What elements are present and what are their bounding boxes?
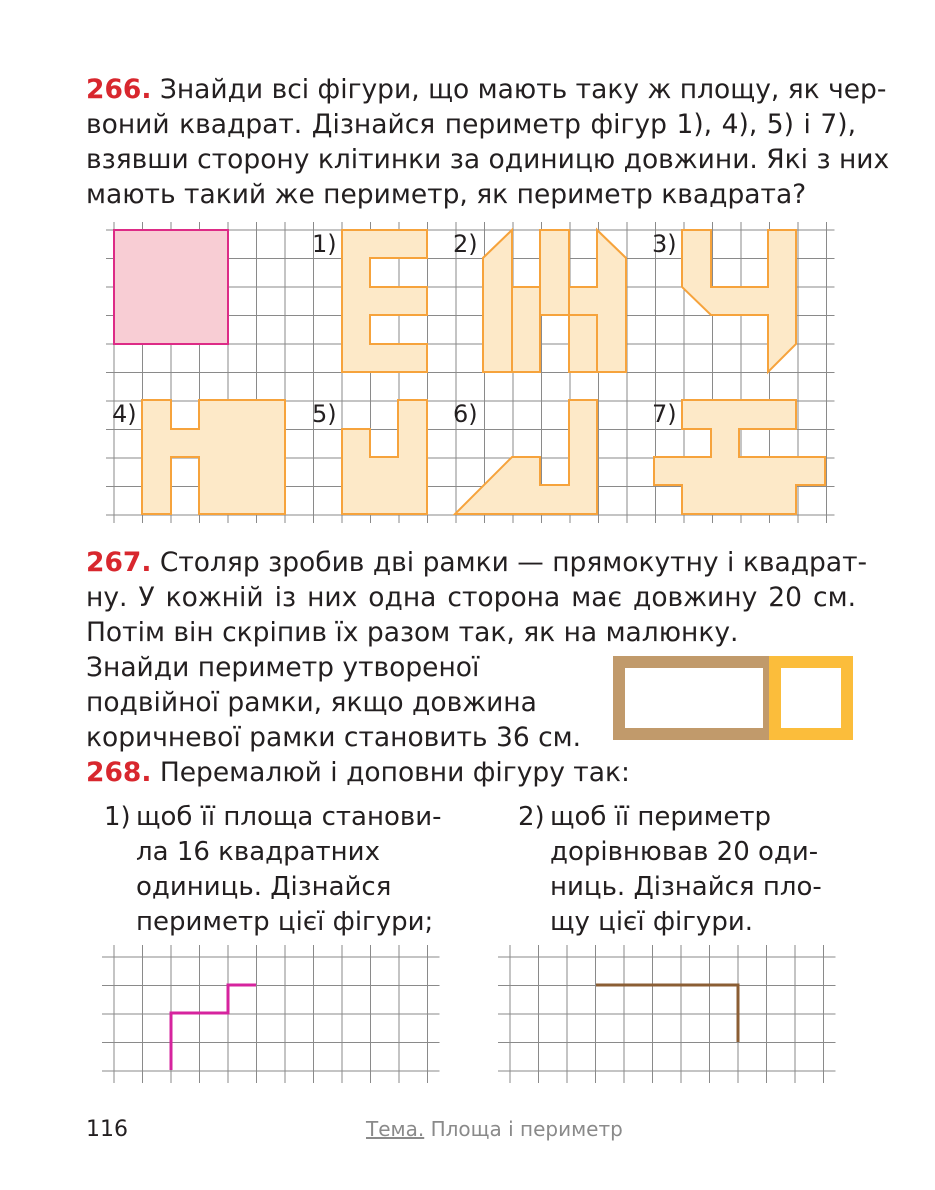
figure-7-shape xyxy=(654,400,825,514)
figure-label-1: 1) xyxy=(312,230,337,258)
exercise-267-line-6: коричневої рамки становить 36 см. xyxy=(86,722,582,753)
exercise-266-line-1: 266. Знайди всі фігури, що мають таку ж площу, як чер- xyxy=(86,74,887,105)
task-2-text: щоб її периметр дорівнював 20 оди- ниць. Дізнайся пло- щу цієї фігури. xyxy=(550,802,822,937)
exercise-268-heading xyxy=(86,755,630,790)
exercise-266-line-3: взявши сторону клітинки за одиницю довжини. Які з них xyxy=(86,144,890,175)
topic-text: Площа і периметр xyxy=(430,1117,623,1141)
topic-label: Тема. xyxy=(366,1117,425,1141)
page-number: 116 xyxy=(86,1117,128,1142)
topic-footer xyxy=(366,1117,623,1141)
exercise-number-266: 266. xyxy=(86,74,152,105)
exercise-268-grid-2 xyxy=(498,945,836,1083)
exercise-267-line-5: подвійної рамки, якщо довжина xyxy=(86,687,537,718)
figure-2-outline xyxy=(483,230,626,372)
task-2-marker: 2) xyxy=(518,802,545,832)
task-1-text: щоб її площа станови- ла 16 квадратних одиниць. Дізнайся периметр цієї фігури; xyxy=(136,802,442,937)
exercise-268-grid-1 xyxy=(102,945,440,1083)
figure-label-4: 4) xyxy=(112,400,137,428)
exercise-267-line-3: Потім він скріпив їх разом так, як на малюнку. xyxy=(86,617,739,648)
figure-label-7: 7) xyxy=(652,400,677,428)
figure-label-6: 6) xyxy=(453,400,478,428)
figure-label-3: 3) xyxy=(652,230,677,258)
exercise-266-line-4: мають такий же периметр, як периметр квадрата? xyxy=(86,179,807,210)
figure-label-5: 5) xyxy=(312,400,337,428)
exercise-267-text xyxy=(86,545,868,755)
magenta-step-line xyxy=(171,985,256,1070)
figure-4-shape xyxy=(142,400,285,514)
exercise-268-title: Перемалюй і доповни фігуру так: xyxy=(159,757,630,788)
exercise-267-line-2: ну. У кожній із них одна сторона має довжину 20 см. xyxy=(86,582,856,613)
exercise-number-267: 267. xyxy=(86,547,152,578)
red-square xyxy=(114,230,228,344)
task-1-marker: 1) xyxy=(104,802,131,832)
exercise-267-line-4: Знайди периметр утвореної xyxy=(86,652,480,683)
exercise-267-line-1: 267. Столяр зробив дві рамки — прямокутну і квадрат- xyxy=(86,547,868,578)
figure-1-shape xyxy=(342,230,427,372)
figure-3-shape xyxy=(682,230,796,372)
exercise-266-line-2: воний квадрат. Дізнайся периметр фігур 1), 4), 5) і 7), xyxy=(86,109,856,140)
figure-5-shape xyxy=(342,400,427,514)
figure-label-2: 2) xyxy=(453,230,478,258)
exercise-number-268: 268. xyxy=(86,757,152,788)
